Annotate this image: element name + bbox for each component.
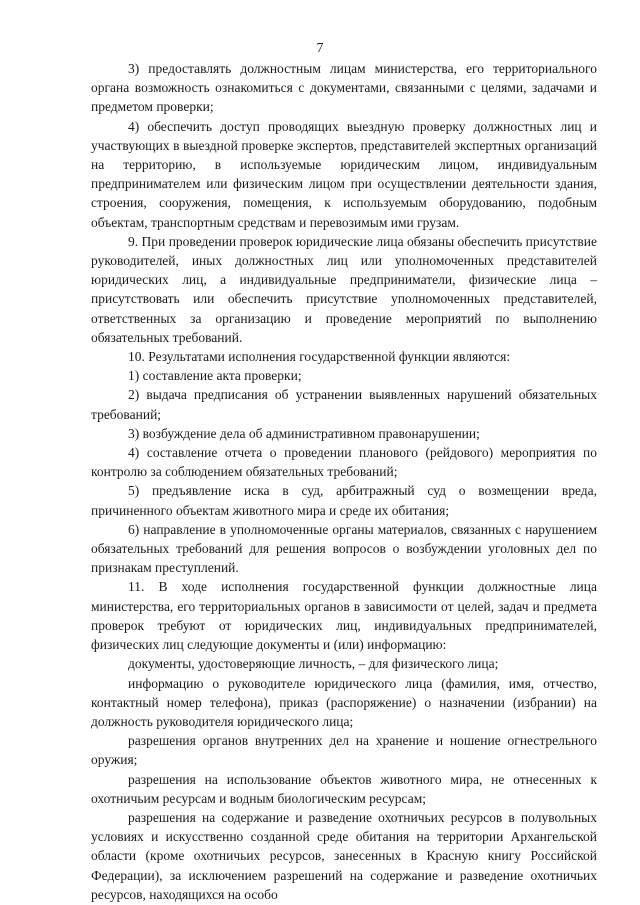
paragraph: 3) предоставлять должностным лицам министерства, его территориального органа возможность ознакомиться с документами, связанными с целями, задачами и предметом проверки; bbox=[91, 61, 597, 115]
paragraph: 4) составление отчета о проведении планового (рейдового) мероприятия по контролю за соблюдением обязательных требований; bbox=[91, 445, 597, 480]
paragraph: 11. В ходе исполнения государственной функции должностные лица министерства, его территориальных органов в зависимости от целей, задач и предмета проверок требуют от юридических лиц, индивидуальных предпринимателей, физических лиц следующие документы и (или) информацию: bbox=[91, 579, 597, 653]
paragraph: разрешения органов внутренних дел на хранение и ношение огнестрельного оружия; bbox=[91, 733, 597, 768]
paragraph: информацию о руководителе юридического лица (фамилия, имя, отчество, контактный номер телефона), приказ (распоряжение) о назначении (избрании) на должность руководителя юридического лица; bbox=[91, 675, 597, 729]
page-number: 7 bbox=[316, 40, 324, 55]
paragraph: документы, удостоверяющие личность, – для физического лица; bbox=[128, 656, 499, 672]
document-body bbox=[91, 59, 597, 904]
paragraph: 1) составление акта проверки; bbox=[128, 368, 302, 384]
paragraph: разрешения на содержание и разведение охотничьих ресурсов в полувольных условиях и искусственно созданной среде обитания на территории Архангельской области (кроме охотничьих ресурсов, занесенных в Красную книгу Российской Федерации), за исключением разрешений на содержание и разведение охотничьих ресурсов, находящихся на особо bbox=[91, 809, 597, 902]
paragraph: 4) обеспечить доступ проводящих выездную проверку должностных лиц и участвующих в выездной проверке экспертов, представителей экспертных организаций на территорию, в используемые юридическим лицом, индивидуальным предпринимателем или физическим лицом при осуществлении деятельности здания, строения, сооружения, помещения, к используемым оборудованию, подобным объектам, транспортным средствам и перевозимым ими грузам. bbox=[91, 118, 597, 230]
paragraph: 6) направление в уполномоченные органы материалов, связанных с нарушением обязательных требований для решения вопросов о возбуждении уголовных дел по признакам преступлений. bbox=[91, 521, 597, 576]
paragraph: 9. При проведении проверок юридические лица обязаны обеспечить присутствие руководителей, иных должностных лиц или уполномоченных представителей юридических лиц, а индивидуальные предприниматели, физические лица – присутствовать или обеспечить присутствие уполномоченных представителей, ответственных за организацию и проведение мероприятий по выполнению обязательных требований. bbox=[91, 233, 597, 345]
paragraph: 10. Результатами исполнения государственной функции являются: bbox=[128, 349, 511, 365]
paragraph: 5) предъявление иска в суд, арбитражный суд о возмещении вреда, причиненного объектам животного мира и среде их обитания; bbox=[91, 483, 597, 518]
paragraph: разрешения на использование объектов животного мира, не отнесенных к охотничьим ресурсам и водным биологическим ресурсам; bbox=[91, 771, 597, 806]
paragraph: 3) возбуждение дела об административном правонарушении; bbox=[128, 425, 480, 441]
paragraph: 2) выдача предписания об устранении выявленных нарушений обязательных требований; bbox=[91, 387, 597, 422]
